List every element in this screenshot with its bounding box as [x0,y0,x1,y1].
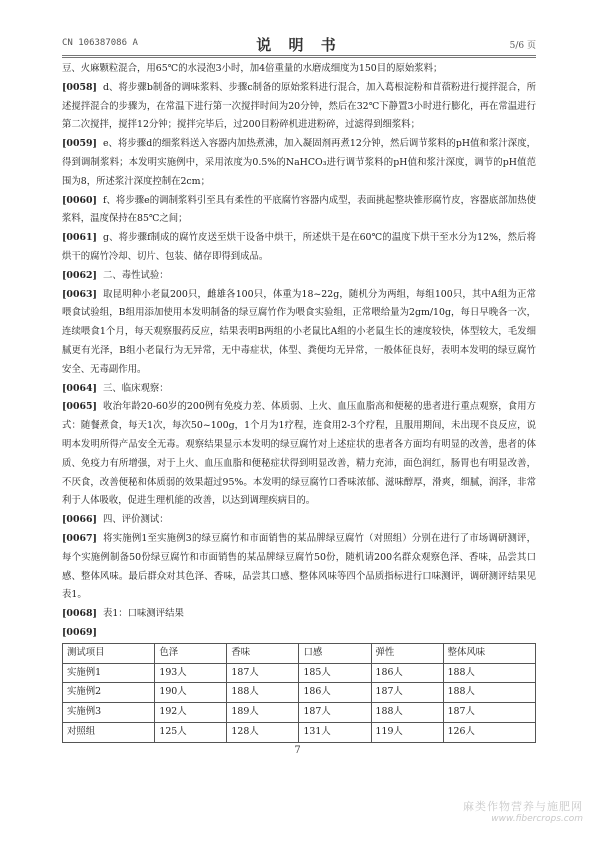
patent-number: CN 106387086 A [62,38,138,48]
table-cell: 实施例2 [63,683,155,703]
paragraph-0058: [0058] d、将步骤b制备的调味浆料、步骤c制备的原始浆料进行混合，加入葛根淀粉和苜蓿粉进行搅拌混合，所述搅拌混合的步骤为，在常温下进行第一次搅拌时间为20分钟，然后在32℃下静置3小时进行膨化，再在常温进行第二次搅拌，搅拌12分钟；搅拌完毕后，过200目粉碎机进进粉碎，过滤得到细浆料； [62,79,536,135]
table-header-cell: 香味 [227,643,299,663]
table-cell: 实施例3 [63,703,155,723]
paragraph-number: [0058] [62,81,97,93]
table-cell: 119人 [371,722,443,742]
table-cell: 185人 [299,663,371,683]
paragraph-number: [0061] [62,232,97,244]
header-rule [62,55,536,56]
watermark [463,798,583,824]
table-row [63,663,536,683]
paragraph-number: [0065] [62,401,97,413]
paragraph-number: [0063] [62,288,97,300]
paragraph-0066: [0066] 四、评价测试： [62,511,536,530]
page-info: 5/6 页 [509,41,536,51]
watermark-url: www.fibercrops.com [491,814,583,824]
paragraph-number: [0067] [62,532,97,544]
table-cell: 189人 [227,703,299,723]
paragraph-number: [0068] [62,608,97,620]
paragraph-0067: [0067] 将实施例1至实施例3的绿豆腐竹和市面销售的某品牌绿豆腐竹（对照组）分别在进行了市场调研测评，每个实施例制备50份绿豆腐竹和市面销售的某品牌绿豆腐竹50份，随机请200名群众观察色泽、香味，品尝其口感、整体风味。最后群众对其色泽、香味，品尝其口感、整体风味等四个品质指标进行口味测评，调研测评结果见表1。 [62,530,536,605]
paragraph-0061: [0061] g、将步骤f制成的腐竹皮送至烘干设备中烘干，所述烘干是在60℃的温度下烘干至水分为12%，然后将烘干的腐竹冷却、切片、包装、储存即得到成品。 [62,229,536,267]
table-cell: 187人 [227,663,299,683]
table-cell: 对照组 [63,722,155,742]
page-number: 7 [294,745,301,756]
paragraph-number: [0069] [62,626,97,638]
paragraph-number: [0062] [62,269,97,281]
body-content [62,60,536,743]
table-header-cell: 口感 [299,643,371,663]
table-cell: 188人 [443,683,535,703]
paragraph-0062: [0062] 二、毒性试验： [62,267,536,286]
paragraph-0068 [62,605,536,624]
table-cell: 125人 [155,722,227,742]
paragraph-number: [0064] [62,382,97,394]
table-cell: 128人 [227,722,299,742]
paragraph-0069 [62,624,536,643]
paragraph-number: [0060] [62,194,97,206]
table-header-cell: 色泽 [155,643,227,663]
table-cell: 187人 [371,683,443,703]
table-cell: 131人 [299,722,371,742]
table-cell: 192人 [155,703,227,723]
paragraph-0060: [0060] f、将步骤e的调制浆料引至具有柔性的平底腐竹容器内成型，表面挑起整块锥形腐竹皮，容器底部加热使浆料，温度保持在85℃之间； [62,192,536,230]
table-cell: 188人 [443,663,535,683]
table-cell: 190人 [155,683,227,703]
table-row [63,703,536,723]
table-cell: 193人 [155,663,227,683]
table-row [63,683,536,703]
table-cell: 126人 [443,722,535,742]
table-cell: 186人 [371,663,443,683]
table-header-row [63,643,536,663]
taste-evaluation-table [62,643,536,743]
table-cell: 188人 [371,703,443,723]
page-header [62,34,536,54]
document-title: 说 明 书 [256,36,342,54]
table-cell: 188人 [227,683,299,703]
paragraph-number: [0059] [62,138,97,150]
header-rule-2 [62,57,536,58]
table-header-cell: 测试项目 [63,643,155,663]
table-cell: 186人 [299,683,371,703]
paragraph-0064: [0064] 三、临床观察： [62,380,536,399]
watermark-title: 麻类作物营养与施肥网 [463,800,583,813]
table-caption: 表1：口味测评结果 [102,608,184,620]
table-header-cell: 整体风味 [443,643,535,663]
table-row [63,722,536,742]
paragraph-number: [0066] [62,514,97,526]
table-cell: 187人 [299,703,371,723]
paragraph-continuation: 豆、火麻颗粒混合，用65℃的水浸泡3小时，加4倍重量的水磨成细度为150目的原始浆料； [62,63,443,74]
paragraph-0065: [0065] 收治年龄20-60岁的200例有免疫力差、体质弱、上火、血压血脂高和便秘的患者进行重点观察，食用方式：随餐煮食，每天1次，每次50~100g，1个月为1疗程，连食用2-3个疗程，且服用期间，未出现不良反应，说明本发明所得产品安全无毒。观察结果显示本发明的绿豆腐竹对上述症状的患者各方面均有明显的改善，患者的体质、免疫力有所增强，对于上火、血压血脂和便秘症状得到明显改善，精力充沛，面色润红，肠胃也有明显改善，不厌食，改善便秘和体质弱的效果超过95%。本发明的绿豆腐竹口香味浓郁、滋味醇厚，滑爽，细腻，润泽，非常利于人体吸收，促进生理机能的改善，以达到调理疾病目的。 [62,398,536,511]
paragraph-0063: [0063] 取昆明种小老鼠200只，雌雄各100只，体重为18~22g，随机分为两组，每组100只，其中A组为正常喂食试验组，B组用添加使用本发明制备的绿豆腐竹作为喂食实验组，正常喂给量为2gm/10g，每日早晚各一次，连续喂食1个月，每天观察服药反应，结果表明B两组的小老鼠比A组的小老鼠生长的速度较快，体型较大，毛发细腻更有光泽，B组小老鼠行为无异常，无中毒症状，体型、粪便均无异常，一般体征良好，表明本发明的绿豆腐竹安全、无毒副作用。 [62,286,536,380]
paragraph-0059: [0059] e、将步骤d的细浆料送入容器内加热煮沸，加入凝固剂再煮12分钟，然后调节浆料的pH值和浆汁深度，得到调制浆料；本发明实施例中，采用浓度为0.5%的NaHCO₃进行调节浆料的pH值和浆汁深度，调节的pH值范围为8，所述浆汁深度控制在2cm； [62,135,536,191]
table-cell: 187人 [443,703,535,723]
table-header-cell: 弹性 [371,643,443,663]
table-cell: 实施例1 [63,663,155,683]
